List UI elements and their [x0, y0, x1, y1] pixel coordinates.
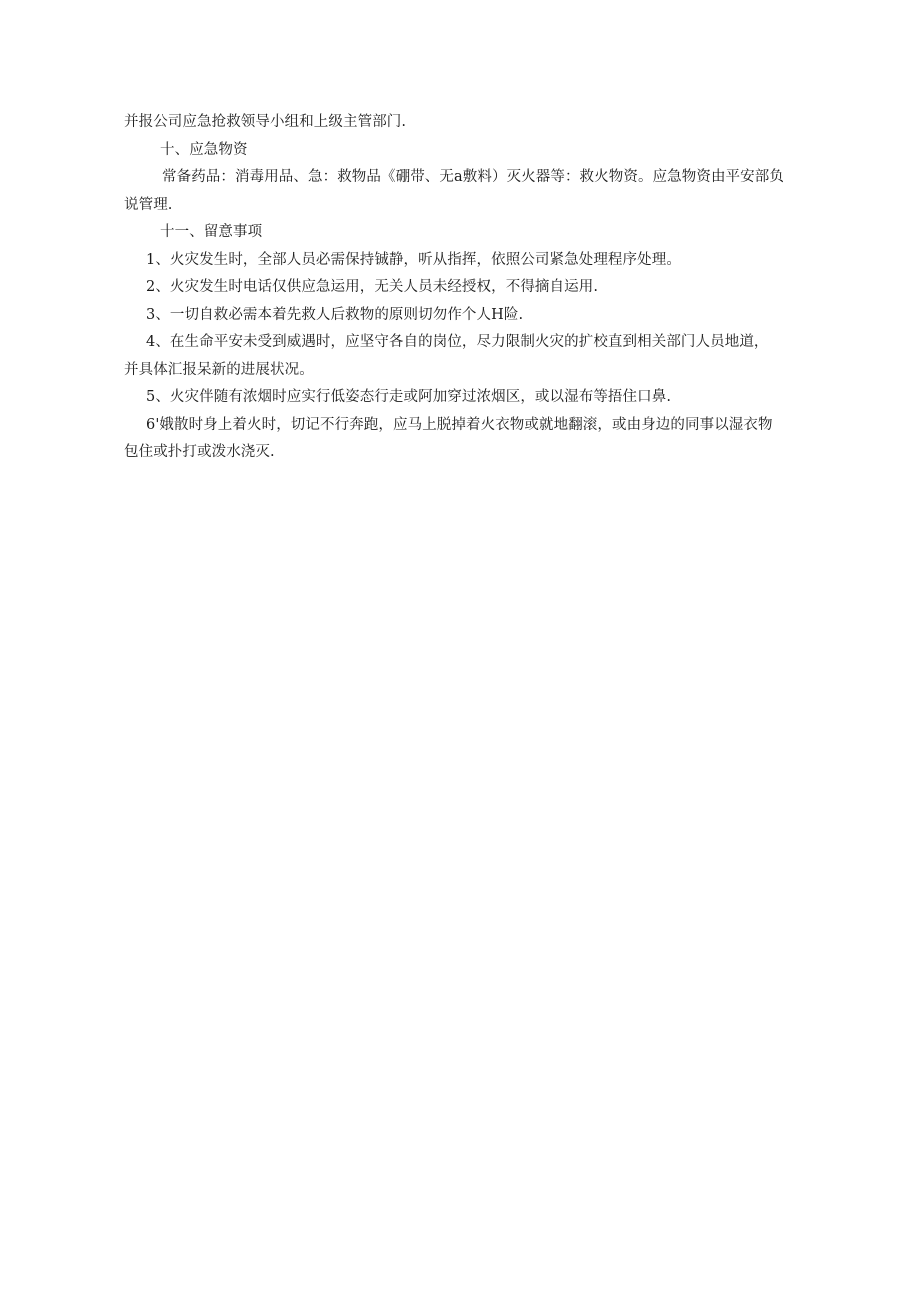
- list-item-6-line-2: 包住或扑打或泼水浇灭.: [124, 444, 275, 460]
- document-body: [124, 109, 800, 467]
- list-item-5: 5、火灾伴随有浓烟时应实行低姿态行走或阿加穿过浓烟区，或以湿布等捂住口鼻.: [146, 389, 672, 405]
- list-item-4-line-2: 并具体汇报呆新的进展状况。: [124, 361, 314, 378]
- list-item-6-line-1: 6'娥散时身上着火时，切记不行奔跑，应马上脱掉着火衣物或就地翻滚，或由身边的同事以湿衣物: [146, 416, 773, 433]
- list-item-1: 1、火灾发生时，全部人员必需保持铖静，听从指挥，依照公司紧急处理程序处理。: [146, 251, 681, 268]
- paragraph-continuation: 并报公司应急抢救领导小组和上级主管部门.: [124, 114, 407, 130]
- list-item-3: 3、一切自救必需本着先救人后救物的原则切勿作个人H险.: [146, 306, 524, 323]
- paragraph-supplies-line-2: 说管理.: [124, 196, 173, 213]
- list-item-4-line-1: 4、在生命平安未受到威遇时，应坚守各自的岗位，尽力限制火灾的扩校直到相关部门人员地道，: [146, 334, 769, 350]
- paragraph-supplies-line-1: 常备药品：消毒用品、急：救物品《硼带、无a敷料）灭火器等：救火物资。应急物资由平安部负: [162, 169, 784, 185]
- list-item-2: 2、火灾发生时电话仅供应急运用，无关人员未经授权，不得摘自运用.: [146, 279, 599, 295]
- section-heading-notes: 十一、留意事项: [160, 224, 263, 240]
- section-heading-emergency-supplies: 十、应急物资: [160, 141, 248, 158]
